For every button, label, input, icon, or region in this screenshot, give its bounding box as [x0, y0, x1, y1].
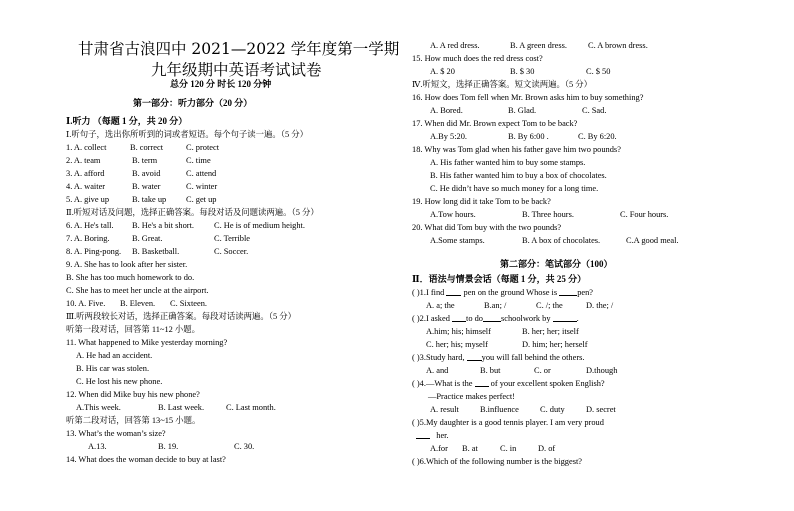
page-title: 甘肃省古浪四中 2021—2022 学年度第一学期 [78, 40, 400, 58]
option-a: 4. A. waiter [66, 182, 106, 191]
option-b: B. Last week. [158, 403, 205, 412]
option-b: B. take up [132, 195, 167, 204]
grammar-question-4 [412, 378, 605, 389]
option-c: C. duty [540, 405, 565, 414]
option-b: B. A green dress. [510, 41, 567, 50]
option-d: D. secret [586, 405, 616, 414]
question-11-b: B. His car was stolen. [76, 364, 150, 373]
question-18-b: B. His father wanted him to buy a box of chocolates. [430, 171, 607, 180]
option-a: A. $ 20 [430, 67, 455, 76]
question-9-c: C. She has to meet her uncle at the airport. [66, 286, 209, 295]
answer-blank[interactable] [467, 352, 482, 361]
option-c: C. her; his; myself [426, 340, 488, 349]
option-a: A. a; the [426, 301, 455, 310]
answer-blank[interactable] [483, 313, 501, 322]
instruction-1: Ⅰ.听句子，选出你所听到的词或者短语。每个句子读一遍。（5 分） [66, 130, 308, 139]
option-b: B. A box of chocolates. [522, 236, 601, 245]
question-13: 13. What’s the woman’s size? [66, 429, 166, 438]
option-c: C. Soccer. [214, 247, 249, 256]
question-text: 2.I asked [419, 314, 450, 323]
option-a: A. and [426, 366, 449, 375]
grammar-question-2 [412, 313, 579, 324]
question-text: . [576, 314, 579, 323]
option-a: 3. A. afford [66, 169, 105, 178]
option-a: A.for [430, 444, 448, 453]
option-a: 6. A. He's tall. [66, 221, 114, 230]
option-b: B. at [462, 444, 478, 453]
part2-title: 第二部分：笔试部分（100） [500, 259, 613, 269]
option-b: B. her; her; itself [522, 327, 579, 336]
option-b: B. He's a bit short. [132, 221, 194, 230]
question-9-b: B. She has too much homework to do. [66, 273, 195, 282]
option-c: C. Last month. [226, 403, 276, 412]
question-12: 12. When did Mike buy his new phone? [66, 390, 200, 399]
question-9-a: 9. A. She has to look after her sister. [66, 260, 188, 269]
grammar-question-3 [412, 352, 584, 363]
question-18: 18. Why was Tom glad when his father gave him two pounds? [412, 145, 621, 154]
option-b: B. term [132, 156, 158, 165]
option-b: B. avoid [132, 169, 161, 178]
question-18-a: A. His father wanted him to buy some stamps. [430, 158, 586, 167]
question-14: 14. What does the woman decide to buy at last? [66, 455, 226, 464]
answer-bracket: ( ) [412, 457, 420, 466]
option-c: C. or [534, 366, 551, 375]
option-a: A.Some stamps. [430, 236, 485, 245]
question-11-a: A. He had an accident. [76, 351, 153, 360]
option-c: C. He is of medium height. [214, 221, 305, 230]
option-a: A.Tow hours. [430, 210, 476, 219]
option-b: B.influence [480, 405, 519, 414]
option-b: B.an; / [484, 301, 507, 310]
option-a: 2. A. team [66, 156, 101, 165]
option-c: C. $ 50 [586, 67, 611, 76]
question-text: of your excellent spoken English? [490, 379, 605, 388]
grammar-question-4-reply: —Practice makes perfect! [428, 392, 515, 401]
question-text: 1.I find [419, 288, 445, 297]
option-a: A. A red dress. [430, 41, 480, 50]
option-b: B. Basketball. [132, 247, 180, 256]
question-text: 3.Study hard, [419, 353, 465, 362]
option-c: C. Sixteen. [170, 299, 207, 308]
option-b: B. Great. [132, 234, 163, 243]
part1-title: 第一部分：听力部分（20 分） [133, 98, 253, 108]
answer-bracket: ( ) [412, 288, 420, 297]
option-c: C. /; the [536, 301, 563, 310]
question-15: 15. How much does the red dress cost? [412, 54, 543, 63]
question-18-c: C. He didn’t have so much money for a long time. [430, 184, 599, 193]
answer-blank[interactable] [446, 287, 461, 296]
answer-bracket: ( ) [412, 379, 420, 388]
option-c: C. get up [186, 195, 217, 204]
option-c: C. 30. [234, 442, 255, 451]
option-c: C. A brown dress. [588, 41, 648, 50]
question-text: pen on the ground Whose is [463, 288, 558, 297]
answer-bracket: ( ) [412, 353, 420, 362]
instruction-2: Ⅱ.听短对话及问题，选择正确答案。每段对话及问题读两遍。（5 分） [66, 208, 319, 217]
question-11-c: C. He lost his new phone. [76, 377, 163, 386]
option-c: C.A good meal. [626, 236, 679, 245]
option-a: 8. A. Ping-pong. [66, 247, 122, 256]
option-d: D.though [586, 366, 618, 375]
question-text: to do [466, 314, 483, 323]
option-a: A.This week. [76, 403, 121, 412]
answer-blank[interactable] [553, 313, 577, 322]
option-a: 1. A. collect [66, 143, 107, 152]
question-text: 4.—What is the [419, 379, 473, 388]
dialog-2-note: 听第二段对话，回答第 13~15 小题。 [66, 416, 201, 425]
option-a: 5. A. give up [66, 195, 110, 204]
answer-blank[interactable] [416, 430, 430, 439]
answer-bracket: ( ) [412, 314, 420, 323]
option-c: C. attend [186, 169, 217, 178]
dialog-1-note: 听第一段对话，回答第 11~12 小题。 [66, 325, 201, 334]
question-16: 16. How does Tom fell when Mr. Brown asks him to buy something? [412, 93, 644, 102]
option-c: C. Four hours. [620, 210, 669, 219]
question-20: 20. What did Tom buy with the two pounds? [412, 223, 562, 232]
answer-blank[interactable] [452, 313, 466, 322]
option-d: D. of [538, 444, 556, 453]
option-b: B. $ 30 [510, 67, 535, 76]
grammar-question-1 [412, 287, 593, 298]
instruction-3: Ⅲ.听两段较长对话，选择正确答案。每段对话读两遍。（5 分） [66, 312, 297, 321]
option-b: B. water [132, 182, 161, 191]
grammar-question-5 [412, 417, 604, 428]
option-a: 7. A. Boring. [66, 234, 110, 243]
answer-bracket: ( ) [412, 418, 420, 427]
grammar-section-title: Ⅱ．语法与情景会话（每题 1 分，共 25 分） [412, 274, 587, 284]
option-c: C. Terrible [214, 234, 251, 243]
option-b: B. 19. [158, 442, 179, 451]
option-c: C. in [500, 444, 517, 453]
option-d: D. him; her; herself [522, 340, 588, 349]
option-d: D. the; / [586, 301, 614, 310]
grammar-question-5-cont [416, 430, 449, 441]
question-19: 19. How long did it take Tom to be back? [412, 197, 551, 206]
question-17: 17. When did Mr. Brown expect Tom to be back? [412, 119, 578, 128]
option-a: A. Bored. [430, 106, 463, 115]
listening-section-title: Ⅰ.听力 （每题 1 分，共 20 分） [66, 116, 188, 126]
grammar-question-6 [412, 456, 582, 467]
question-text: schoolwork by [500, 314, 551, 323]
option-c: C. protect [186, 143, 220, 152]
option-b: B. Eleven. [120, 299, 156, 308]
question-text: her. [436, 431, 449, 440]
question-text: 6.Which of the following number is the biggest? [419, 457, 583, 466]
option-a: A.By 5:20. [430, 132, 467, 141]
option-c: C. Sad. [582, 106, 607, 115]
option-a: A. result [430, 405, 459, 414]
question-text: you will fall behind the others. [481, 353, 585, 362]
option-b: B. correct [130, 143, 164, 152]
page-subtitle: 九年级期中英语考试试卷 [151, 61, 322, 79]
option-a: A.13. [88, 442, 107, 451]
exam-meta: 总分 120 分 时长 120 分钟 [170, 79, 272, 89]
option-b: B. Glad. [508, 106, 537, 115]
option-c: C. By 6:20. [578, 132, 617, 141]
option-a: A.him; his; himself [426, 327, 491, 336]
instruction-4: Ⅳ.听短文，选择正确答案。短文读两遍。（5 分） [412, 80, 593, 89]
question-text: pen? [577, 288, 594, 297]
answer-blank[interactable] [559, 287, 577, 296]
option-b: B. but [480, 366, 501, 375]
answer-blank[interactable] [475, 378, 489, 387]
option-a: 10. A. Five. [66, 299, 106, 308]
option-c: C. time [186, 156, 211, 165]
option-c: C. winter [186, 182, 218, 191]
option-b: B. By 6:00 . [508, 132, 549, 141]
question-text: 5.My daughter is a good tennis player. I am very proud [419, 418, 604, 427]
option-b: B. Three hours. [522, 210, 574, 219]
question-11: 11. What happened to Mike yesterday morning? [66, 338, 228, 347]
